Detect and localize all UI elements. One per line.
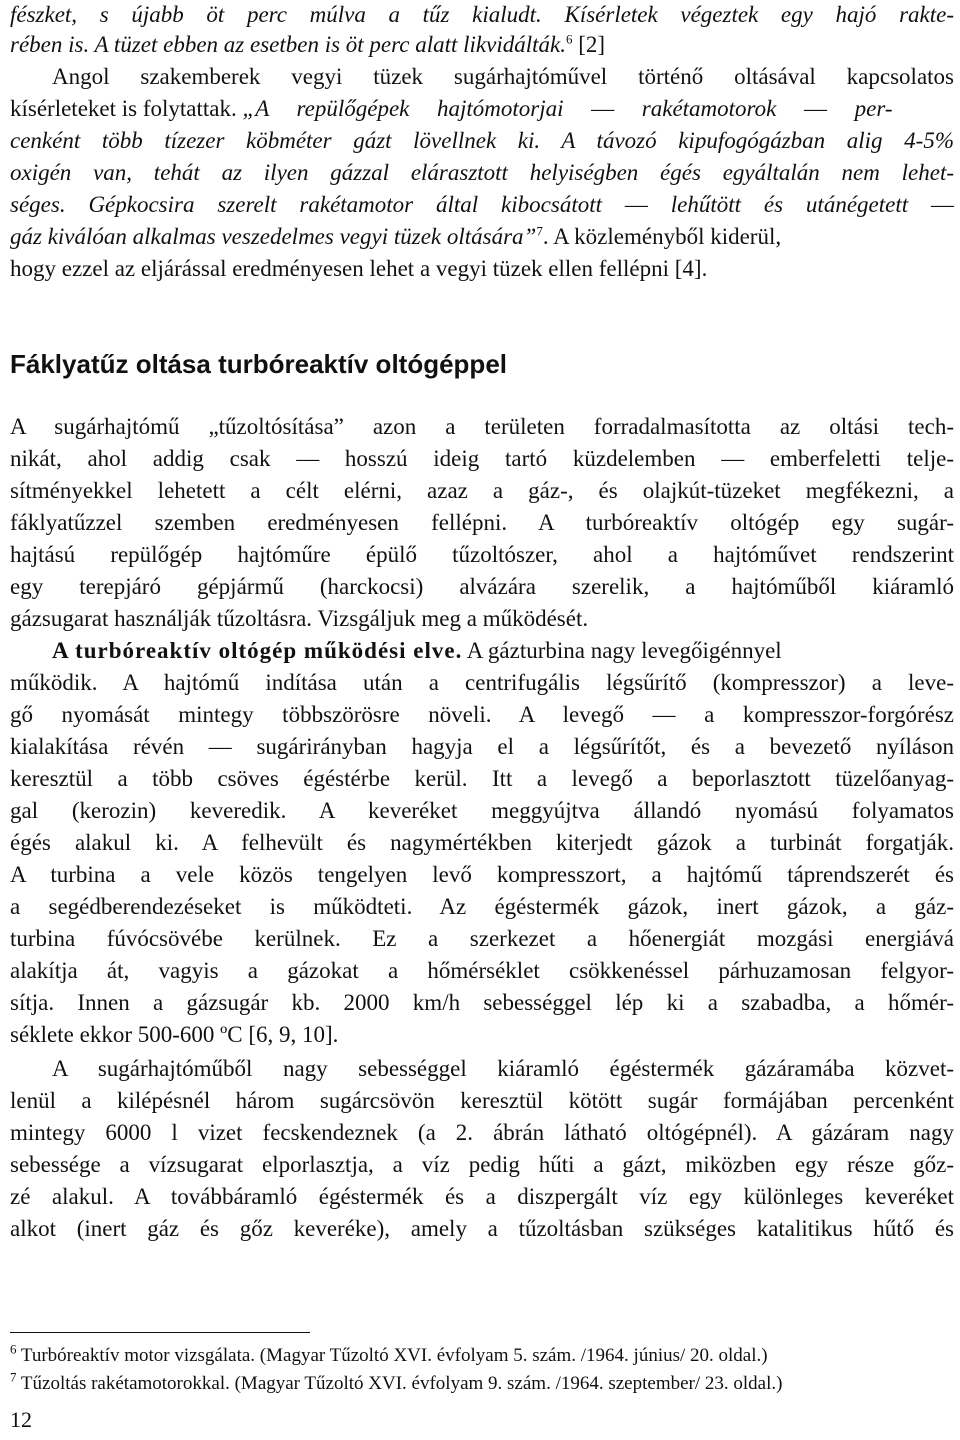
body-line: lenül a kilépésnél három sugárcsövön keresztül kötött sugár formájában percenként <box>10 1088 954 1113</box>
body-line: A turbina a vele közös tengelyen levő kompresszort, a hajtómű táprendszerét és <box>10 862 954 887</box>
run-in-title: A turbóreaktív oltógép működési elve. <box>52 638 463 663</box>
body-line: cenként több tízezer köbméter gázt lövellnek ki. A távozó kipufogógázban alig 4-5% <box>10 128 954 153</box>
footnote-separator <box>10 1332 310 1333</box>
body-line: oxigén van, tehát az ilyen gázzal elárasztott helyiségben égés egyáltalán nem lehet- <box>10 160 954 185</box>
body-line: keresztül a több csöves égéstérbe kerül. Itt a levegő a beporlasztott tüzelőanyag- <box>10 766 954 791</box>
body-line: a segédberendezéseket is működteti. Az égéstermék gázok, inert gázok, a gáz- <box>10 894 954 919</box>
body-line: sítja. Innen a gázsugár kb. 2000 km/h sebességgel lép ki a szabadba, a hőmér- <box>10 990 954 1015</box>
footnote-ref: 7 <box>536 223 543 239</box>
body-line: gő nyomását mintegy többszörösre növeli. A levegő ― a kompresszor-forgórész <box>10 702 954 727</box>
body-line: hajtású repülőgép hajtóműre épülő tűzoltószer, ahol a hajtóművet rendszerint <box>10 542 954 567</box>
body-line: mintegy 6000 l vizet fecskendeznek (a 2. ábrán látható oltógépnél). A gázáram nagy <box>10 1120 954 1145</box>
body-line: alakítja át, vagyis a gázokat a hőmérséklet csökkenéssel párhuzamosan felgyor- <box>10 958 954 983</box>
footnote-number: 7 <box>10 1369 17 1385</box>
body-line: turbina fúvócsövébe kerülnek. Ez a szerkezet a hőenergiát mozgási energiává <box>10 926 954 951</box>
footnote-ref: 6 <box>565 31 573 47</box>
body-line: zé alakul. A továbbáramló égéstermék és a diszpergált víz egy különleges keveréket <box>10 1184 954 1209</box>
body-line: A sugárhajtómű „tűzoltósítása” azon a területen forradalmasította az oltási tech- <box>10 414 954 439</box>
body-line: kísérleteket is folytattak. „A repülőgépek hajtómotorjai ― rakétamotorok ― per- <box>10 96 893 121</box>
body-line: séklete ekkor 500-600 ºC [6, 9, 10]. <box>10 1022 339 1047</box>
body-line: működik. A hajtómű indítása után a centrifugális légsűrítő (kompresszor) a leve- <box>10 670 954 695</box>
footnote: $^6$ Turbóreaktív motor vizsgálata. (Magyar Tűzoltó XVI. évfolyam 5. szám. /1964. június/ 20. oldal.) <box>10 1341 768 1366</box>
body-line: Angol szakemberek vegyi tüzek sugárhajtóművel történő oltásával kapcsolatos <box>52 64 954 89</box>
footnote: $^7$ Tűzoltás rakétamotorokkal. (Magyar Tűzoltó XVI. évfolyam 9. szám. /1964. szeptember/ 23. oldal.) <box>10 1369 783 1394</box>
body-line: gáz kiválóan alkalmas veszedelmes vegyi tüzek oltására”$^7$. A közleményből kiderül, <box>10 223 782 249</box>
body-line: nikát, ahol addig csak ― hosszú ideig tartó küzdelemben ― emberfeletti telje- <box>10 446 954 471</box>
body-line: séges. Gépkocsira szerelt rakétamotor által kibocsátott ― lehűtött és utánégetett ― <box>10 192 954 217</box>
citation: [2] <box>578 32 606 57</box>
body-line: sítményekkel lehetett a célt elérni, azaz a gáz-, és olajkút-tüzeket megfékezni, a <box>10 478 954 503</box>
body-line: fészket, s újabb öt perc múlva a tűz kialudt. Kísérletek végeztek egy hajó rakte- <box>10 2 954 27</box>
body-line: hogy ezzel az eljárással eredményesen lehet a vegyi tüzek ellen fellépni [4]. <box>10 256 708 281</box>
body-line: kialakítása révén ― sugárirányban hagyja el a légsűrítőt, és a bevezető nyíláson <box>10 734 954 759</box>
body-line: sebessége a vízsugarat elporlasztja, a víz pedig hűti a gázt, miközben egy része gőz- <box>10 1152 954 1177</box>
body-line: fáklyatűzzel szemben eredményesen fellépni. A turbóreaktív oltógép egy sugár- <box>10 510 954 535</box>
body-line: égés alakul ki. A felhevült és nagymértékben kiterjedt gázok a turbinát forgatják. <box>10 830 954 855</box>
body-line: A sugárhajtóműből nagy sebességgel kiáramló égéstermék gázáramába közvet- <box>52 1056 954 1081</box>
body-line: alkot (inert gáz és gőz keveréke), amely a tűzoltásban szükséges katalitikus hűtő és <box>10 1216 954 1241</box>
section-heading: Fáklyatűz oltása turbóreaktív oltógéppel <box>10 349 507 379</box>
body-line: egy terepjáró gépjármű (harckocsi) alvázára szerelik, a hajtóműből kiáramló <box>10 574 954 599</box>
body-line: rében is. A tüzet ebben az esetben is öt perc alatt likvidálták.$^6$ [2] <box>10 31 606 57</box>
body-line: gázsugarat használják tűzoltásra. Vizsgáljuk meg a működését. <box>10 606 589 631</box>
body-line: A turbóreaktív oltógép működési elve. A gázturbina nagy levegőigénnyel <box>52 638 782 663</box>
page-number: 12 <box>10 1407 32 1432</box>
body-line: gal (kerozin) keveredik. A keveréket meggyújtva állandó nyomású folyamatos <box>10 798 954 823</box>
footnote-number: 6 <box>10 1341 17 1357</box>
